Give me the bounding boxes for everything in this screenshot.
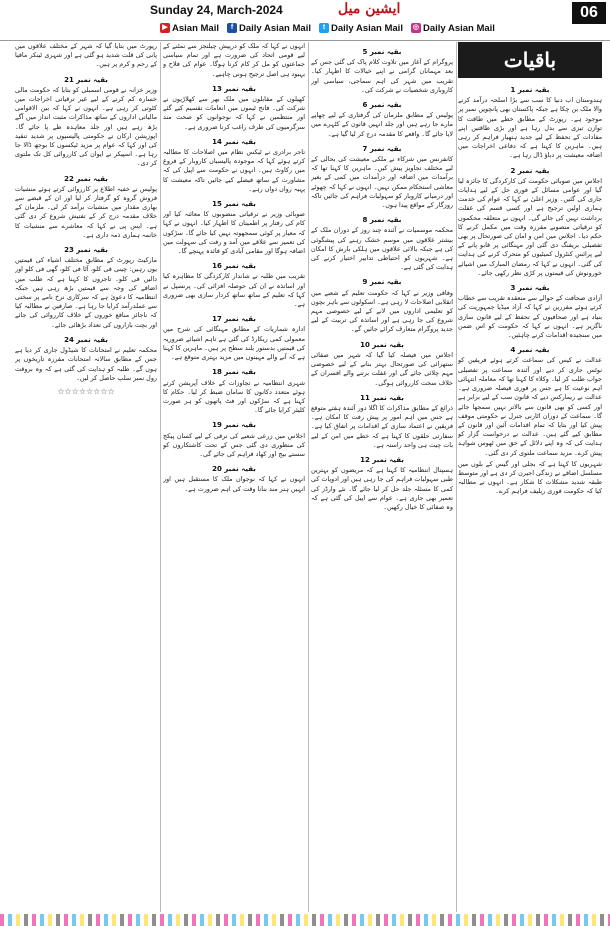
- continuation-label: بقیہ نمبر 10: [360, 340, 404, 349]
- continuation-label: بقیہ نمبر 2: [510, 166, 550, 175]
- article-paragraph: اجلاس میں زرعی شعبے کی ترقی کے لیے کسان پیکج کی منظوری دی گئی جس کے تحت کاشتکاروں کو سستے بیج اور کھاد فراہم کی جائے گی۔: [163, 431, 305, 458]
- article-paragraph: صوبائی وزیر نے ترقیاتی منصوبوں کا معائنہ کیا اور کام کی رفتار پر اطمینان کا اظہار کیا۔ انہوں نے کہا کہ معیار پر کوئی سمجھوتہ نہیں کیا جائے گا۔ سڑکوں کی تعمیر سے علاقے میں آمد و رفت کی سہولت میں اضافہ ہوگا اور مقامی آبادی کو فائدہ پہنچے گا۔: [163, 210, 305, 256]
- print-color-bar: [0, 914, 610, 926]
- article-paragraph: ذرائع کے مطابق مذاکرات کا اگلا دور آئندہ ہفتے متوقع ہے جس میں اہم امور پر پیش رفت کا امکان ہے۔ فریقین نے اعتماد سازی کے اقدامات پر اتفاق کیا ہے۔ سفارتی حلقوں کا کہنا ہے کہ خطے میں امن کے لیے بات چیت ہی واحد راستہ ہے۔: [311, 403, 453, 449]
- continuation-label: بقیہ نمبر 22: [64, 174, 108, 183]
- continuation-label: بقیہ نمبر 9: [362, 278, 402, 287]
- continuation-label: بقیہ نمبر 24: [64, 335, 108, 344]
- continuation-label: بقیہ نمبر 1: [510, 86, 550, 94]
- social-instagram[interactable]: ◎ Daily Asian Mail: [412, 22, 495, 34]
- article-paragraph: اجلاس میں فیصلہ کیا گیا کہ شہر میں صفائی ستھرائی کی صورتحال بہتر بنانے کے لیے خصوصی مہم چلائی جائے گی اور غفلت برتنے والے افسران کے خلاف سخت کارروائی ہوگی۔: [311, 350, 453, 387]
- column-divider: [456, 42, 457, 912]
- column-1-body: [458, 86, 602, 497]
- continuation-label: بقیہ نمبر 21: [64, 75, 108, 84]
- article-paragraph: ہندوستان اب دنیا کا سب سے بڑا اسلحہ درآمد کرنے والا ملک بن چکا ہے جبکہ پاکستان بھی پانچویں نمبر پر موجود ہے۔ رپورٹ کے مطابق خطے میں طاقت کا توازن تیزی سے بدل رہا ہے اور بڑی طاقتیں اپنے مفادات کے تحفظ کے لیے جدید ہتھیار فراہم کر رہی ہیں۔ ماہرین کا کہنا ہے کہ دفاعی اخراجات میں اضافہ معیشت پر دباؤ ڈال رہا ہے۔: [458, 96, 602, 160]
- article-paragraph: تقریب میں طلبہ نے شاندار کارکردگی کا مظاہرہ کیا اور اساتذہ نے ان کی حوصلہ افزائی کی۔ پرنسپل نے کہا کہ تعلیم کے ساتھ ساتھ کردار سازی بھی ضروری ہے۔: [163, 272, 305, 309]
- continuation-label: بقیہ نمبر 18: [212, 368, 256, 377]
- continuation-label: بقیہ نمبر 14: [212, 137, 256, 146]
- article-paragraph: محکمہ تعلیم نے امتحانات کا شیڈول جاری کر دیا ہے جس کے مطابق سالانہ امتحانات مقررہ تاریخوں پر ہوں گے۔ طلبہ کو ہدایت کی گئی ہے کہ وہ بروقت رول نمبر سلپ حاصل کر لیں۔: [15, 346, 157, 382]
- continuation-label: بقیہ نمبر 20: [212, 465, 256, 474]
- page-content: [10, 42, 602, 912]
- end-stars: ☆☆☆☆☆☆☆☆: [57, 386, 115, 396]
- article-paragraph: عدالت نے کیس کی سماعت کرتے ہوئے فریقین کو نوٹس جاری کر دیے اور آئندہ سماعت پر تفصیلی جواب طلب کر لیا۔ وکلاء کا کہنا تھا کہ معاملہ انتہائی اہم نوعیت کا ہے جس پر فوری فیصلہ ضروری ہے۔ عدالت نے ریمارکس دیے کہ قانون سب کے لیے برابر ہے اور کسی کو بھی قانون سے بالاتر نہیں سمجھا جائے گا۔ سماعت کے دوران اٹارنی جنرل نے حکومتی موقف پیش کیا اور بتایا کہ تمام اقدامات آئین اور قانون کے مطابق کیے گئے ہیں۔ عدالت نے درخواست گزار کو ہدایت کی کہ وہ اپنے دلائل کے حق میں ٹھوس شواہد پیش کرے۔ مزید سماعت ملتوی کر دی گئی۔: [458, 356, 602, 457]
- facebook-icon: f: [227, 23, 237, 33]
- article-paragraph: کانفرنس میں شرکاء نے ملکی معیشت کی بحالی کے لیے مختلف تجاویز پیش کیں۔ ماہرین کا کہنا تھا کہ برآمدات میں اضافہ اور درآمدات میں کمی کے بغیر معاشی استحکام ممکن نہیں۔ انہوں نے کہا کہ چھوٹے اور درمیانے کاروبار کو سہولیات فراہم کی جائیں تاکہ روزگار کے مواقع پیدا ہوں۔: [311, 155, 453, 210]
- article-paragraph: وفاقی وزیر نے کہا کہ حکومت تعلیم کے شعبے میں انقلابی اصلاحات لا رہی ہے۔ اسکولوں سے باہر بچوں کو تعلیمی اداروں میں لانے کے لیے خصوصی مہم شروع کی جا رہی ہے اور اساتذہ کی تربیت کے لیے جدید پروگرام متعارف کرائے جائیں گے۔: [311, 288, 453, 334]
- continuation-label: بقیہ نمبر 12: [360, 455, 404, 464]
- social-twitter[interactable]: t Daily Asian Mail: [319, 23, 403, 34]
- article-paragraph: پولیس کے مطابق ملزمان کی گرفتاری کے لیے چھاپے مارے جا رہے ہیں اور جلد انہیں قانون کے کٹہرے میں لایا جائے گا۔ واقعے کا مقدمہ درج کر لیا گیا ہے۔: [311, 111, 453, 138]
- article-paragraph: تاجر برادری نے ٹیکس نظام میں اصلاحات کا مطالبہ کرتے ہوئے کہا کہ موجودہ پالیسیاں کاروبار کے فروغ میں رکاوٹ ہیں۔ انہوں نے حکومت سے اپیل کی کہ مشاورت کے ساتھ فیصلے کیے جائیں تاکہ معیشت کا پہیہ رواں دواں رہے۔: [163, 148, 305, 193]
- continuation-label: بقیہ نمبر 13: [212, 84, 256, 93]
- continuation-label: بقیہ نمبر 19: [212, 421, 256, 430]
- masthead: [0, 0, 610, 41]
- issue-date: Sunday 24, March-2024: [150, 3, 283, 17]
- article-paragraph: انہوں نے کہا کہ نوجوان ملک کا مستقبل ہیں اور انہیں ہنر مند بنانا وقت کی اہم ضرورت ہے۔: [163, 475, 305, 493]
- column-divider: [160, 42, 161, 912]
- article-paragraph: پولیس نے خفیہ اطلاع پر کارروائی کرتے ہوئے منشیات فروش گروہ کو گرفتار کر لیا اور ان کے قبضے سے بھاری مقدار میں منشیات برآمد کر لی۔ ملزمان کے خلاف مقدمہ درج کر کے تفتیش شروع کر دی گئی ہے۔ ایس پی نے کہا کہ معاشرے سے منشیات کا خاتمہ ہماری ذمہ داری ہے۔: [15, 184, 157, 239]
- article-paragraph: ہسپتال انتظامیہ کا کہنا ہے کہ مریضوں کو بہترین طبی سہولیات فراہم کی جا رہی ہیں اور ادویات کی کمی کا مسئلہ جلد حل کر لیا جائے گا۔ نئے وارڈز کی تعمیر بھی جاری ہے۔ عوام سے اپیل کی گئی ہے کہ وہ صفائی کا خیال رکھیں۔: [311, 466, 453, 511]
- column-2-body: [311, 48, 453, 512]
- article-paragraph: محکمہ موسمیات نے آئندہ چند روز کے دوران ملک کے بیشتر علاقوں میں موسم خشک رہنے کی پیشگوئی کی ہے جبکہ بالائی علاقوں میں ہلکی بارش کا امکان ہے۔ شہریوں کو احتیاطی تدابیر اختیار کرنے کی ہدایت کی گئی ہے۔: [311, 226, 453, 272]
- social-handles: [160, 20, 495, 36]
- article-paragraph: اجلاس میں صوبائی حکومت کی کارکردگی کا جائزہ لیا گیا اور عوامی مسائل کے فوری حل کے لیے ہدایات جاری کی گئیں۔ وزیر اعلیٰ نے کہا کہ عوام کی خدمت ہماری اولین ترجیح ہے اور کسی قسم کی غفلت برداشت نہیں کی جائے گی۔ انہوں نے متعلقہ محکموں کو ترقیاتی منصوبے مقررہ وقت میں مکمل کرنے کا حکم دیا۔ اجلاس میں امن و امان کی صورتحال پر بھی تفصیلی بریفنگ دی گئی اور مہنگائی پر قابو پانے کے لیے پرائس کنٹرول کمیٹیوں کو متحرک کرنے کی ہدایت کی گئی۔ انہوں نے کہا کہ رمضان المبارک میں اشیائے خورونوش کی قیمتوں پر کڑی نظر رکھی جائے۔: [458, 176, 602, 277]
- article-paragraph: شہری انتظامیہ نے تجاوزات کے خلاف آپریشن کرتے ہوئے متعدد دکانوں کا سامان ضبط کر لیا۔ حکام کا کہنا ہے کہ سڑکوں اور فٹ پاتھوں کو ہر صورت کلیئر کرایا جائے گا۔: [163, 378, 305, 415]
- continuation-label: بقیہ نمبر 11: [360, 393, 404, 402]
- article-paragraph: رپورٹ میں بتایا گیا کہ شہر کے مختلف علاقوں میں پانی کی قلت شدید ہو گئی ہے اور شہری ٹینکر مافیا کے رحم و کرم پر ہیں۔: [15, 42, 157, 69]
- article-paragraph: کھیلوں کے مقابلوں میں ملک بھر سے کھلاڑیوں نے شرکت کی۔ فاتح ٹیموں میں انعامات تقسیم کیے گئے اور منتظمین نے کہا کہ نوجوانوں کو صحت مند سرگرمیوں کی طرف راغب کرنا ضروری ہے۔: [163, 95, 305, 131]
- column-1: [458, 42, 602, 912]
- newspaper-logo: ایشین میل: [338, 1, 401, 17]
- continuation-label: بقیہ نمبر 6: [362, 101, 402, 110]
- continuation-label: بقیہ نمبر 7: [362, 144, 402, 153]
- continuation-label: بقیہ نمبر 17: [212, 315, 256, 324]
- article-paragraph: وزیر خزانہ نے قومی اسمبلی کو بتایا کہ حکومت مالی خسارہ کم کرنے کے لیے غیر ترقیاتی اخراجات میں کٹوتی کر رہی ہے۔ انہوں نے کہا کہ بین الاقوامی مالیاتی اداروں کے ساتھ مذاکرات مثبت انداز میں آگے بڑھ رہے ہیں اور جلد معاہدہ طے پا جائے گا۔ اپوزیشن ارکان نے حکومتی پالیسیوں پر شدید تنقید کی اور کہا کہ عوام پر مزید ٹیکسوں کا بوجھ ڈالا جا رہا ہے۔ اسپیکر نے ایوان کی کارروائی کل تک ملتوی کر دی۔: [15, 85, 157, 168]
- continuation-label: بقیہ نمبر 3: [510, 284, 550, 293]
- continuation-label: بقیہ نمبر 8: [362, 216, 402, 225]
- column-2: [311, 42, 453, 912]
- instagram-icon: ◎: [412, 24, 420, 31]
- continuation-label: بقیہ نمبر 15: [212, 200, 256, 209]
- continuation-label: بقیہ نمبر 4: [510, 346, 550, 355]
- twitter-icon: t: [319, 23, 329, 33]
- column-divider: [308, 42, 309, 912]
- continuation-label: بقیہ نمبر 16: [212, 262, 256, 271]
- article-paragraph: شہریوں کا کہنا ہے کہ بجلی اور گیس کے بلوں میں مسلسل اضافے نے زندگی اجیرن کر دی ہے اور متوسط طبقہ شدید مشکلات کا شکار ہے۔ انہوں نے مطالبہ کیا کہ حکومت فوری ریلیف فراہم کرے۔: [458, 459, 602, 496]
- social-facebook[interactable]: f Daily Asian Mail: [227, 23, 311, 34]
- page-number: 06: [572, 2, 606, 24]
- column-3: [163, 42, 305, 912]
- column-4: [15, 42, 157, 912]
- article-paragraph: مارکیٹ رپورٹ کے مطابق مختلف اشیاء کی قیمتیں یوں رہیں: چینی فی کلو، آٹا فی کلو، گھی فی کلو اور دالیں فی کلو۔ تاجروں کا کہنا ہے کہ طلب میں اضافے کی وجہ سے قیمتیں بڑھ رہی ہیں جبکہ انتظامیہ کا دعویٰ ہے کہ سرکاری نرخ نامے پر سختی سے عملدرآمد کرایا جا رہا ہے۔ صارفین نے مطالبہ کیا کہ ناجائز منافع خوروں کے خلاف کارروائی کی جائے اور بچت بازاروں کی تعداد بڑھائی جائے۔: [15, 256, 157, 329]
- article-paragraph: ادارہ شماریات کے مطابق مہنگائی کی شرح میں معمولی کمی ریکارڈ کی گئی ہے تاہم اشیائے ضروریہ کی قیمتیں بدستور بلند سطح پر ہیں۔ ماہرین کا کہنا ہے کہ آنے والے مہینوں میں مزید بہتری متوقع ہے۔: [163, 325, 305, 362]
- article-paragraph: پروگرام کے آغاز میں تلاوت کلام پاک کی گئی جس کے بعد مہمانان گرامی نے اپنے خیالات کا اظہار کیا۔ تقریب میں شہر کی اہم سماجی، سیاسی اور کاروباری شخصیات نے شرکت کی۔: [311, 58, 453, 94]
- column-4-body: [15, 42, 157, 383]
- social-youtube[interactable]: ▶ Asian Mail: [160, 23, 219, 34]
- youtube-icon: ▶: [160, 23, 170, 33]
- article-paragraph: آزادی صحافت کے حوالے سے منعقدہ تقریب سے خطاب کرتے ہوئے مقررین نے کہا کہ آزاد میڈیا جمہوریت کی بنیاد ہے اور صحافیوں کے تحفظ کے لیے قانون سازی ناگزیر ہے۔ انہوں نے کہا کہ حکومت کو اس ضمن میں سنجیدہ اقدامات کرنے چاہئیں۔: [458, 294, 602, 340]
- continuation-label: بقیہ نمبر 5: [362, 48, 402, 56]
- column-3-body: [163, 42, 305, 494]
- article-paragraph: انہوں نے کہا کہ ملک کو درپیش چیلنجز سے نمٹنے کے لیے قومی اتحاد کی ضرورت ہے اور تمام سیاسی جماعتوں کو مل کر کام کرنا ہوگا۔ عوام کی فلاح و بہبود ہی اصل ترجیح ہونی چاہیے۔: [163, 42, 305, 78]
- section-title: باقیات: [458, 42, 602, 78]
- continuation-label: بقیہ نمبر 23: [64, 246, 108, 255]
